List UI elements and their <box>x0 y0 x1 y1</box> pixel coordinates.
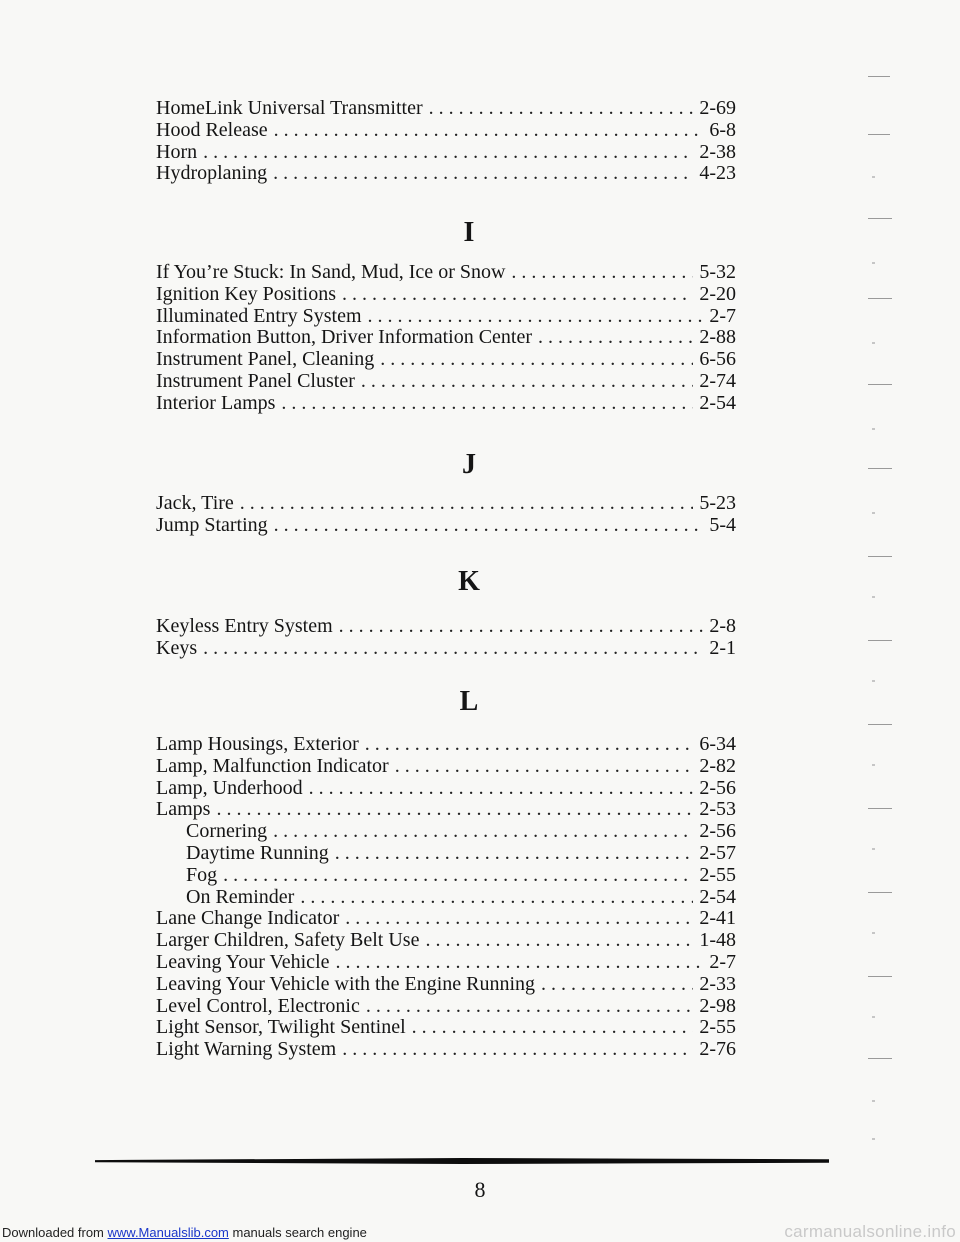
entry-label: Interior Lamps <box>156 391 276 414</box>
index-entry <box>156 306 736 328</box>
entry-label: Lamp Housings, Exterior <box>156 733 359 755</box>
entry-page: 2-33 <box>699 972 736 995</box>
entry-page: 5-23 <box>699 492 736 514</box>
entry-page: 2-55 <box>699 863 736 886</box>
index-entry <box>156 284 736 306</box>
dot-leader <box>342 1039 693 1061</box>
dot-leader <box>425 930 693 952</box>
manualslib-link[interactable]: www.Manualslib.com <box>107 1225 229 1240</box>
entry-label: Lamp, Malfunction Indicator <box>156 754 389 777</box>
margin-mark <box>868 468 892 469</box>
margin-mark <box>868 76 890 77</box>
entry-page: 2-88 <box>699 326 736 349</box>
index-entry <box>156 778 736 800</box>
index-entry <box>156 262 736 284</box>
entry-label: Light Warning System <box>156 1038 337 1061</box>
entry-label: On Reminder <box>186 885 295 908</box>
dot-leader <box>339 616 704 638</box>
entry-page: 2-54 <box>699 391 736 414</box>
entry-page: 2-57 <box>699 841 736 864</box>
index-entry <box>156 1017 736 1039</box>
entry-label: Lamp, Underhood <box>156 776 303 799</box>
entry-label: Ignition Key Positions <box>156 282 337 305</box>
download-suffix: manuals search engine <box>228 1225 367 1240</box>
entry-label: HomeLink Universal Transmitter <box>156 97 423 119</box>
entry-page: 2-1 <box>709 636 736 659</box>
margin-mark <box>868 808 892 809</box>
margin-dot <box>872 342 875 344</box>
dot-leader <box>335 843 694 865</box>
dot-leader <box>361 371 693 393</box>
margin-dot <box>872 428 875 430</box>
entry-page: 2-56 <box>699 820 736 843</box>
index-entry <box>156 799 736 821</box>
dot-leader <box>342 284 693 306</box>
section-letter-j: J <box>462 449 476 480</box>
dot-leader <box>429 98 694 120</box>
entry-page: 2-69 <box>699 97 736 119</box>
dot-leader <box>273 163 693 185</box>
entry-page: 2-56 <box>699 776 736 799</box>
margin-mark <box>868 892 892 893</box>
section-letter-k: K <box>458 566 480 597</box>
dot-leader <box>203 638 703 660</box>
index-entry <box>156 515 736 537</box>
dot-leader <box>368 306 704 328</box>
margin-mark <box>868 556 892 557</box>
entry-page: 2-8 <box>709 615 736 637</box>
index-entry <box>156 349 736 371</box>
dot-leader <box>336 952 704 974</box>
entry-label: Jack, Tire <box>156 492 234 514</box>
index-entry <box>156 734 736 756</box>
dot-leader <box>240 493 694 515</box>
margin-mark <box>868 384 892 385</box>
section-letter-l: L <box>459 686 479 717</box>
entry-label: Jump Starting <box>156 513 268 536</box>
margin-dot <box>872 176 875 178</box>
entry-label: Fog <box>186 863 218 886</box>
index-entry <box>156 930 736 952</box>
margin-dot <box>872 932 875 934</box>
entry-page: 6-34 <box>699 733 736 755</box>
index-entry <box>156 908 736 930</box>
margin-dot <box>872 680 875 682</box>
margin-dot <box>872 262 875 264</box>
index-section-h <box>156 98 736 185</box>
entry-page: 6-56 <box>699 348 736 371</box>
index-subentry <box>156 821 736 843</box>
index-entry <box>156 493 736 515</box>
dot-leader <box>366 996 694 1018</box>
dot-leader <box>300 887 693 909</box>
dot-leader <box>203 142 693 164</box>
entry-label: Larger Children, Safety Belt Use <box>156 929 420 952</box>
dot-leader <box>274 515 704 537</box>
download-footer <box>0 1224 960 1242</box>
entry-page: 4-23 <box>699 162 736 185</box>
entry-page: 2-41 <box>699 907 736 930</box>
dot-leader <box>273 821 693 843</box>
margin-dot <box>872 764 875 766</box>
dot-leader <box>223 865 693 887</box>
index-entry <box>156 638 736 660</box>
index-section-k <box>156 616 736 660</box>
index-section-j <box>156 493 736 537</box>
dot-leader <box>412 1017 694 1039</box>
dot-leader <box>365 734 694 756</box>
index-entry <box>156 1039 736 1061</box>
index-entry <box>156 371 736 393</box>
index-subentry <box>156 843 736 865</box>
entry-page: 2-20 <box>699 282 736 305</box>
margin-mark <box>868 218 892 219</box>
entry-label: Information Button, Driver Information Center <box>156 326 533 349</box>
entry-label: Keyless Entry System <box>156 615 333 637</box>
entry-page: 2-7 <box>709 950 736 973</box>
entry-label: Daytime Running <box>186 841 329 864</box>
entry-label: Lane Change Indicator <box>156 907 340 930</box>
dot-leader <box>380 349 693 371</box>
margin-mark <box>868 134 890 135</box>
entry-label: Cornering <box>186 820 268 843</box>
entry-page: 5-32 <box>699 261 736 283</box>
watermark-text: carmanualsonline.info <box>784 1222 956 1241</box>
entry-label: Hydroplaning <box>156 162 268 185</box>
entry-page: 2-54 <box>699 885 736 908</box>
entry-page: 6-8 <box>709 118 736 141</box>
entry-page: 5-4 <box>709 513 736 536</box>
index-subentry <box>156 887 736 909</box>
index-entry <box>156 327 736 349</box>
margin-mark <box>868 640 892 641</box>
entry-page: 2-53 <box>699 798 736 821</box>
index-entry <box>156 616 736 638</box>
entry-label: Illuminated Entry System <box>156 304 362 327</box>
entry-page: 2-7 <box>709 304 736 327</box>
index-subentry <box>156 865 736 887</box>
index-entry <box>156 163 736 185</box>
entry-page: 2-74 <box>699 369 736 392</box>
margin-mark <box>868 1058 892 1059</box>
margin-mark <box>868 976 892 977</box>
dot-leader <box>511 262 693 284</box>
entry-label: Light Sensor, Twilight Sentinel <box>156 1016 406 1039</box>
margin-dot <box>872 1100 875 1102</box>
index-entry <box>156 393 736 415</box>
entry-page: 2-76 <box>699 1038 736 1061</box>
entry-page: 2-55 <box>699 1016 736 1039</box>
margin-mark <box>868 298 892 299</box>
margin-dot <box>872 512 875 514</box>
dot-leader <box>345 908 693 930</box>
margin-dot <box>872 1016 875 1018</box>
index-entry <box>156 996 736 1018</box>
bottom-rule <box>95 1158 829 1164</box>
entry-label: Leaving Your Vehicle with the Engine Running <box>156 972 536 995</box>
entry-page: 2-38 <box>699 140 736 163</box>
page-number: 8 <box>474 1177 486 1202</box>
index-section-l <box>156 734 736 1061</box>
entry-label: If You’re Stuck: In Sand, Mud, Ice or Snow <box>156 261 506 283</box>
download-notice <box>2 1225 367 1240</box>
entry-page: 1-48 <box>699 929 736 952</box>
entry-label: Leaving Your Vehicle <box>156 950 330 973</box>
dot-leader <box>309 778 694 800</box>
index-entry <box>156 120 736 142</box>
download-prefix: Downloaded from <box>2 1225 108 1240</box>
entry-label: Hood Release <box>156 118 268 141</box>
index-entry <box>156 974 736 996</box>
entry-label: Horn <box>156 140 198 163</box>
dot-leader <box>538 327 693 349</box>
entry-label: Keys <box>156 636 198 659</box>
dot-leader <box>281 393 693 415</box>
entry-page: 2-98 <box>699 994 736 1017</box>
dot-leader <box>395 756 694 778</box>
entry-label: Instrument Panel, Cleaning <box>156 348 375 371</box>
entry-page: 2-82 <box>699 754 736 777</box>
index-section-i <box>156 262 736 415</box>
margin-dot <box>872 1138 875 1140</box>
index-entry <box>156 952 736 974</box>
margin-mark <box>868 724 892 725</box>
index-entry <box>156 142 736 164</box>
index-entry <box>156 98 736 120</box>
margin-dot <box>872 596 875 598</box>
margin-dot <box>872 848 875 850</box>
index-entry <box>156 756 736 778</box>
entry-label: Instrument Panel Cluster <box>156 369 355 392</box>
dot-leader <box>274 120 704 142</box>
entry-label: Lamps <box>156 798 211 821</box>
section-letter-i: I <box>463 217 475 248</box>
dot-leader <box>216 799 693 821</box>
entry-label: Level Control, Electronic <box>156 994 360 1017</box>
dot-leader <box>541 974 693 996</box>
